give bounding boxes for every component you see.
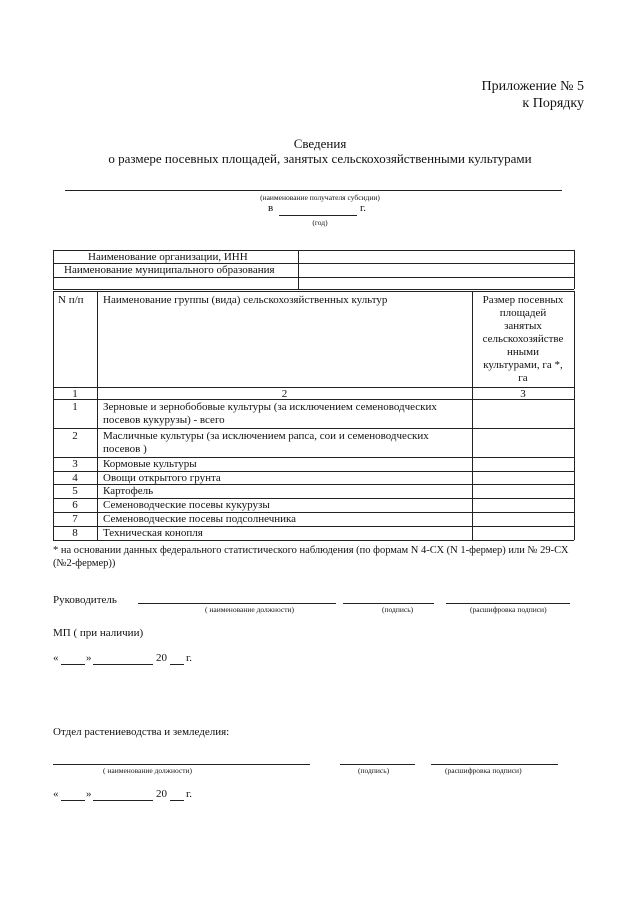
- row-area-input[interactable]: [474, 473, 573, 483]
- col-number-3: 3: [520, 388, 526, 400]
- quote-close: »: [86, 652, 92, 664]
- row-area-input[interactable]: [474, 486, 573, 497]
- row-num: 2: [72, 430, 78, 442]
- row-crop-name: Кормовые культуры: [103, 458, 197, 470]
- head-signature-line[interactable]: [343, 603, 434, 604]
- org-name-value[interactable]: [300, 251, 572, 262]
- quote-close: »: [86, 788, 92, 800]
- document-subtitle: о размере посевных площадей, занятых сельскохозяйственными культурами: [108, 151, 532, 166]
- quote-open: «: [53, 652, 59, 664]
- recipient-line[interactable]: [65, 190, 562, 191]
- year-suffix-g: г.: [186, 652, 193, 664]
- row-crop-name: Семеноводческие посевы подсолнечника: [103, 513, 297, 525]
- row-num: 5: [72, 485, 78, 497]
- quote-open: «: [53, 788, 59, 800]
- caption-position-2: ( наименование должности): [103, 766, 193, 775]
- row-num: 6: [72, 499, 78, 511]
- appendix-number: Приложение № 5: [481, 79, 584, 94]
- header-num: N п/п: [58, 294, 84, 306]
- col-number-1: 1: [72, 388, 78, 400]
- row-crop-name: Овощи открытого грунта: [103, 472, 221, 484]
- row-area-input[interactable]: [474, 430, 573, 456]
- row-num: 4: [72, 472, 78, 484]
- year-prefix-20: 20: [156, 652, 167, 664]
- head-decoding-line[interactable]: [446, 603, 570, 604]
- appendix-order: к Порядку: [522, 96, 584, 111]
- municipality-value[interactable]: [300, 265, 572, 276]
- dept-decoding-line[interactable]: [431, 764, 558, 765]
- year-input-line[interactable]: [279, 215, 357, 216]
- municipality-label: Наименование муниципального образования: [64, 264, 275, 276]
- row-num: 8: [72, 527, 78, 539]
- day-input-line[interactable]: [61, 664, 85, 665]
- row-area-input[interactable]: [474, 514, 573, 525]
- caption-signature-2: (подпись): [358, 766, 390, 775]
- row-area-input[interactable]: [474, 500, 573, 511]
- row-area-input[interactable]: [474, 528, 573, 539]
- row-num: 1: [72, 401, 78, 413]
- row-area-input[interactable]: [474, 459, 573, 470]
- row-crop-name: Зерновые и зернобобовые культуры (за исключением семеноводческих посевов кукурузы) - всего: [103, 401, 437, 426]
- day-input-line[interactable]: [61, 800, 85, 801]
- head-position-line[interactable]: [138, 603, 336, 604]
- row-crop-name: Семеноводческие посевы кукурузы: [103, 499, 270, 511]
- mp-label: МП ( при наличии): [53, 627, 144, 639]
- dept-label: Отдел растениеводства и земледелия:: [53, 726, 230, 738]
- header-area-size: Размер посевных площадей занятых сельскохозяйстве нными культурами, га *, га: [482, 294, 564, 384]
- head-label: Руководитель: [53, 594, 117, 606]
- year-suffix: г.: [360, 202, 367, 214]
- footnote: * на основании данных федерального статистического наблюдения (по формам N 4-СХ (N 1-фермер) или № 29-СХ (№2-фермер)): [53, 545, 569, 569]
- dept-position-line[interactable]: [53, 764, 310, 765]
- row-crop-name: Масличные культуры (за исключением рапса, сои и семеноводческих посевов ): [103, 430, 429, 455]
- col-number-2: 2: [281, 388, 288, 400]
- row-crop-name: Техническая конопля: [103, 527, 203, 539]
- document-title: Сведения: [293, 136, 347, 151]
- caption-decoding: (расшифровка подписи): [470, 605, 547, 614]
- caption-position: ( наименование должности): [205, 605, 295, 614]
- year-input-line[interactable]: [170, 800, 184, 801]
- caption-decoding-2: (расшифровка подписи): [445, 766, 522, 775]
- year-prefix-20: 20: [156, 788, 167, 800]
- row-crop-name: Картофель: [103, 485, 154, 497]
- year-suffix-g: г.: [186, 788, 193, 800]
- year-caption: (год): [312, 218, 328, 227]
- year-input-line[interactable]: [170, 664, 184, 665]
- org-name-label: Наименование организации, ИНН: [88, 251, 248, 263]
- month-input-line[interactable]: [93, 664, 153, 665]
- year-prefix: в: [268, 202, 274, 214]
- caption-signature: (подпись): [382, 605, 414, 614]
- row-num: 7: [72, 513, 78, 525]
- row-num: 3: [72, 458, 78, 470]
- header-crop-group: Наименование группы (вида) сельскохозяйственных культур: [103, 294, 388, 306]
- recipient-caption: (наименование получателя субсидии): [260, 193, 380, 202]
- dept-signature-line[interactable]: [340, 764, 415, 765]
- month-input-line[interactable]: [93, 800, 153, 801]
- row-area-input[interactable]: [474, 401, 573, 427]
